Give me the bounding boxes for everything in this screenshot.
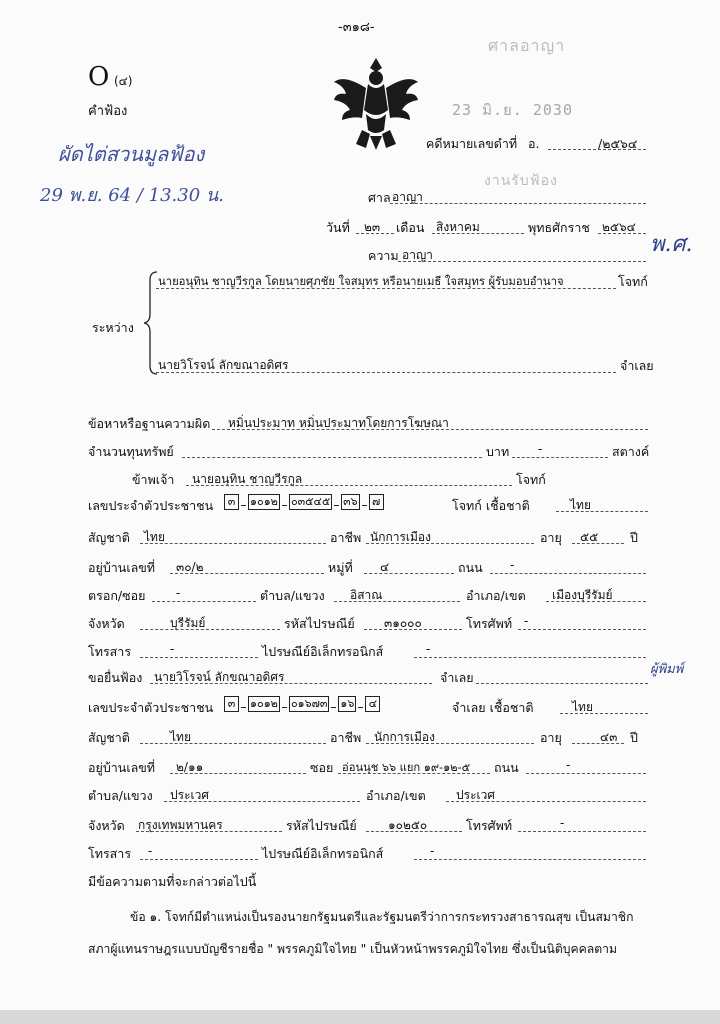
plaintiff-postal: ๓๑๐๐๐ <box>384 616 422 630</box>
plaintiff-house-label: อยู่บ้านเลขที่ <box>88 560 156 575</box>
defendant-id-group-3: ๐๑๖๗๓ <box>290 697 328 710</box>
plaintiff-occupation: นักการเมือง <box>370 530 431 544</box>
plaintiff-intro-label: ข้าพเจ้า <box>132 472 175 487</box>
plaintiff-role: โจทก์ <box>618 274 648 289</box>
plaintiff-email: - <box>426 642 431 656</box>
plaintiff-moo: ๔ <box>380 560 390 574</box>
handwritten-side-signature: ผู้พิมพ์ <box>650 662 684 677</box>
plaintiff-postal-label: รหัสไปรษณีย์ <box>284 616 355 631</box>
date-day: ๒๓ <box>364 220 381 234</box>
defendant-province-label: จังหวัด <box>88 818 125 833</box>
plaintiff-id-number <box>224 494 384 510</box>
plaintiff-age: ๕๕ <box>580 530 599 544</box>
plaintiff-house-no: ๓๐/๒ <box>176 560 204 574</box>
form-title: คำฟ้อง <box>88 104 128 119</box>
capital-satang-label: สตางค์ <box>612 444 650 459</box>
body-paragraph-1-line-1: ข้อ ๑. โจทก์มีตำแหน่งเป็นรองนายกรัฐมนตรีและรัฐมนตรีว่าการกระทรวงสาธารณสุข เป็นสมาชิก <box>130 910 634 924</box>
defendant-email: - <box>430 844 435 858</box>
defendant-province: กรุงเทพมหานคร <box>138 818 223 832</box>
plaintiff-id-group-4: ๓๖ <box>343 495 358 508</box>
plaintiff-intro-role: โจทก์ <box>516 472 546 487</box>
plaintiff-age-label: อายุ <box>540 530 562 545</box>
plaintiff-race-label: โจทก์ เชื้อชาติ <box>452 498 530 513</box>
plaintiff-road-label: ถนน <box>458 560 483 575</box>
charge-label: ข้อหาหรือฐานความผิด <box>88 416 211 431</box>
matter-value: อาญา <box>402 248 433 262</box>
capital-label: จำนวนทุนทรัพย์ <box>88 444 174 459</box>
between-label: ระหว่าง <box>92 320 134 335</box>
plaintiff-province-label: จังหวัด <box>88 616 125 631</box>
stamp-office: ศาลอาญา <box>488 36 566 55</box>
defendant-id-number <box>224 696 380 712</box>
body-paragraph-1-line-2: สภาผู้แทนราษฎรแบบบัญชีรายชื่อ " พรรคภูมิใจไทย " เป็นหัวหน้าพรรคภูมิใจไทย ซึ่งเป็นนิติบุคคลตาม <box>88 942 618 956</box>
plaintiff-name: นายอนุทิน ชาญวีรกูล โดยนายศุภชัย ใจสมุทร หรือนายเมธี ใจสมุทร ผู้รับมอบอำนาจ <box>158 275 564 288</box>
defendant-house-label: อยู่บ้านเลขที่ <box>88 760 156 775</box>
plaintiff-moo-label: หมู่ที่ <box>328 560 353 575</box>
defendant-intro-role: จำเลย <box>440 670 474 685</box>
plaintiff-soi: - <box>176 586 181 600</box>
handwritten-datetime: 29 พ.ย. 64 / 13.30 น. <box>40 185 224 206</box>
defendant-id-group-1: ๓ <box>224 696 239 712</box>
date-label: วันที่ <box>326 220 350 235</box>
form-code: O <box>88 62 110 92</box>
defendant-id-group-5: ๔ <box>365 696 380 712</box>
page-bottom-edge <box>0 1010 720 1024</box>
plaintiff-phone: - <box>524 614 529 628</box>
charge-value: หมิ่นประมาท หมิ่นประมาทโดยการโฆษณา <box>228 416 449 430</box>
defendant-phone-label: โทรศัพท์ <box>466 818 513 833</box>
plaintiff-province: บุรีรัมย์ <box>170 616 206 630</box>
handwritten-signature: พ.ศ. <box>650 232 693 257</box>
defendant-id-group-4: ๑๖ <box>340 697 355 710</box>
body-lead-in: มีข้อความตามที่จะกล่าวต่อไปนี้ <box>88 874 257 889</box>
defendant-nationality: ไทย <box>170 730 191 744</box>
page-top-mark: -๓๑๘- <box>338 20 375 35</box>
defendant-road: - <box>566 758 571 772</box>
plaintiff-fax-label: โทรสาร <box>88 644 132 659</box>
defendant-soi-label: ซอย <box>310 760 334 775</box>
plaintiff-road: - <box>510 558 515 572</box>
handwritten-note: ผัดไต่สวนมูลฟ้อง <box>58 142 205 166</box>
capital-baht-value: - <box>538 442 543 456</box>
month-label: เดือน <box>396 220 425 235</box>
defendant-house-no: ๒/๑๑ <box>176 760 204 774</box>
defendant-intro-name: นายวิโรจน์ ลักขณาอดิศร <box>154 670 285 684</box>
defendant-email-label: ไปรษณีย์อิเล็กทรอนิกส์ <box>262 846 384 861</box>
plaintiff-amphoe: เมืองบุรีรัมย์ <box>552 588 613 602</box>
plaintiff-nationality: ไทย <box>144 530 165 544</box>
defendant-postal-label: รหัสไปรษณีย์ <box>286 818 357 833</box>
plaintiff-id-group-5: ๗ <box>369 494 384 510</box>
plaintiff-phone-label: โทรศัพท์ <box>466 616 513 631</box>
defendant-id-label: เลขประจำตัวประชาชน <box>88 700 214 715</box>
defendant-road-label: ถนน <box>494 760 519 775</box>
defendant-tambon-label: ตำบล/แขวง <box>88 788 153 803</box>
defendant-amphoe: ประเวศ <box>456 788 495 802</box>
plaintiff-amphoe-label: อำเภอ/เขต <box>466 588 526 603</box>
matter-label: ความ <box>368 248 399 263</box>
plaintiff-id-group-2: ๑๐๑๒ <box>250 495 278 508</box>
defendant-intro-label: ขอยื่นฟ้อง <box>88 670 143 685</box>
defendant-race-label: จำเลย เชื้อชาติ <box>452 700 534 715</box>
black-case-label: คดีหมายเลขดำที่ <box>426 136 518 151</box>
defendant-fax: - <box>148 844 153 858</box>
defendant-tambon: ประเวศ <box>170 788 209 802</box>
plaintiff-soi-label: ตรอก/ซอย <box>88 588 146 603</box>
plaintiff-nationality-label: สัญชาติ <box>88 530 130 545</box>
plaintiff-tambon: อิสาณ <box>350 588 383 602</box>
court-value: อาญา <box>392 190 423 204</box>
defendant-occupation: นักการเมือง <box>374 730 435 744</box>
capital-baht-label: บาท <box>486 444 510 459</box>
defendant-name: นายวิโรจน์ ลักขณาอดิศร <box>158 358 289 372</box>
year-label: พุทธศักราช <box>528 220 590 235</box>
defendant-fax-label: โทรสาร <box>88 846 132 861</box>
garuda-emblem-icon <box>330 54 422 152</box>
plaintiff-race: ไทย <box>570 498 591 512</box>
defendant-age: ๔๓ <box>600 730 618 744</box>
month-value: สิงหาคม <box>436 220 480 234</box>
stamp-number: 23 มิ.ย. 2030 <box>452 101 573 119</box>
defendant-nationality-label: สัญชาติ <box>88 730 130 745</box>
black-case-prefix: อ. <box>528 136 540 151</box>
defendant-race: ไทย <box>572 700 593 714</box>
defendant-age-label: อายุ <box>540 730 562 745</box>
form-number: (๔) <box>114 74 133 88</box>
plaintiff-fax: - <box>170 642 175 656</box>
defendant-role: จำเลย <box>620 358 654 373</box>
plaintiff-age-unit: ปี <box>630 530 638 545</box>
plaintiff-id-group-1: ๓ <box>224 494 239 510</box>
defendant-occupation-label: อาชีพ <box>330 730 362 745</box>
plaintiff-intro-name: นายอนุทิน ชาญวีรกูล <box>192 472 303 486</box>
stamp-dept: งานรับฟ้อง <box>484 173 558 189</box>
defendant-age-unit: ปี <box>630 730 638 745</box>
defendant-soi: อ่อนนุช ๖๖ แยก ๑๙-๑๒-๕ <box>342 761 471 774</box>
defendant-amphoe-label: อำเภอ/เขต <box>366 788 426 803</box>
defendant-postal: ๑๐๒๕๐ <box>388 818 428 832</box>
party-brace-icon <box>144 270 158 376</box>
defendant-phone: - <box>560 816 565 830</box>
year-value: ๒๕๖๔ <box>602 220 636 234</box>
plaintiff-tambon-label: ตำบล/แขวง <box>260 588 325 603</box>
defendant-id-group-2: ๑๐๑๒ <box>250 697 278 710</box>
plaintiff-id-label: เลขประจำตัวประชาชน <box>88 498 214 513</box>
black-case-year: /๒๕๖๔ <box>598 136 638 151</box>
plaintiff-email-label: ไปรษณีย์อิเล็กทรอนิกส์ <box>262 644 384 659</box>
plaintiff-occupation-label: อาชีพ <box>330 530 362 545</box>
court-label: ศาล <box>368 190 391 205</box>
plaintiff-id-group-3: ๐๓๕๔๕ <box>290 495 331 508</box>
